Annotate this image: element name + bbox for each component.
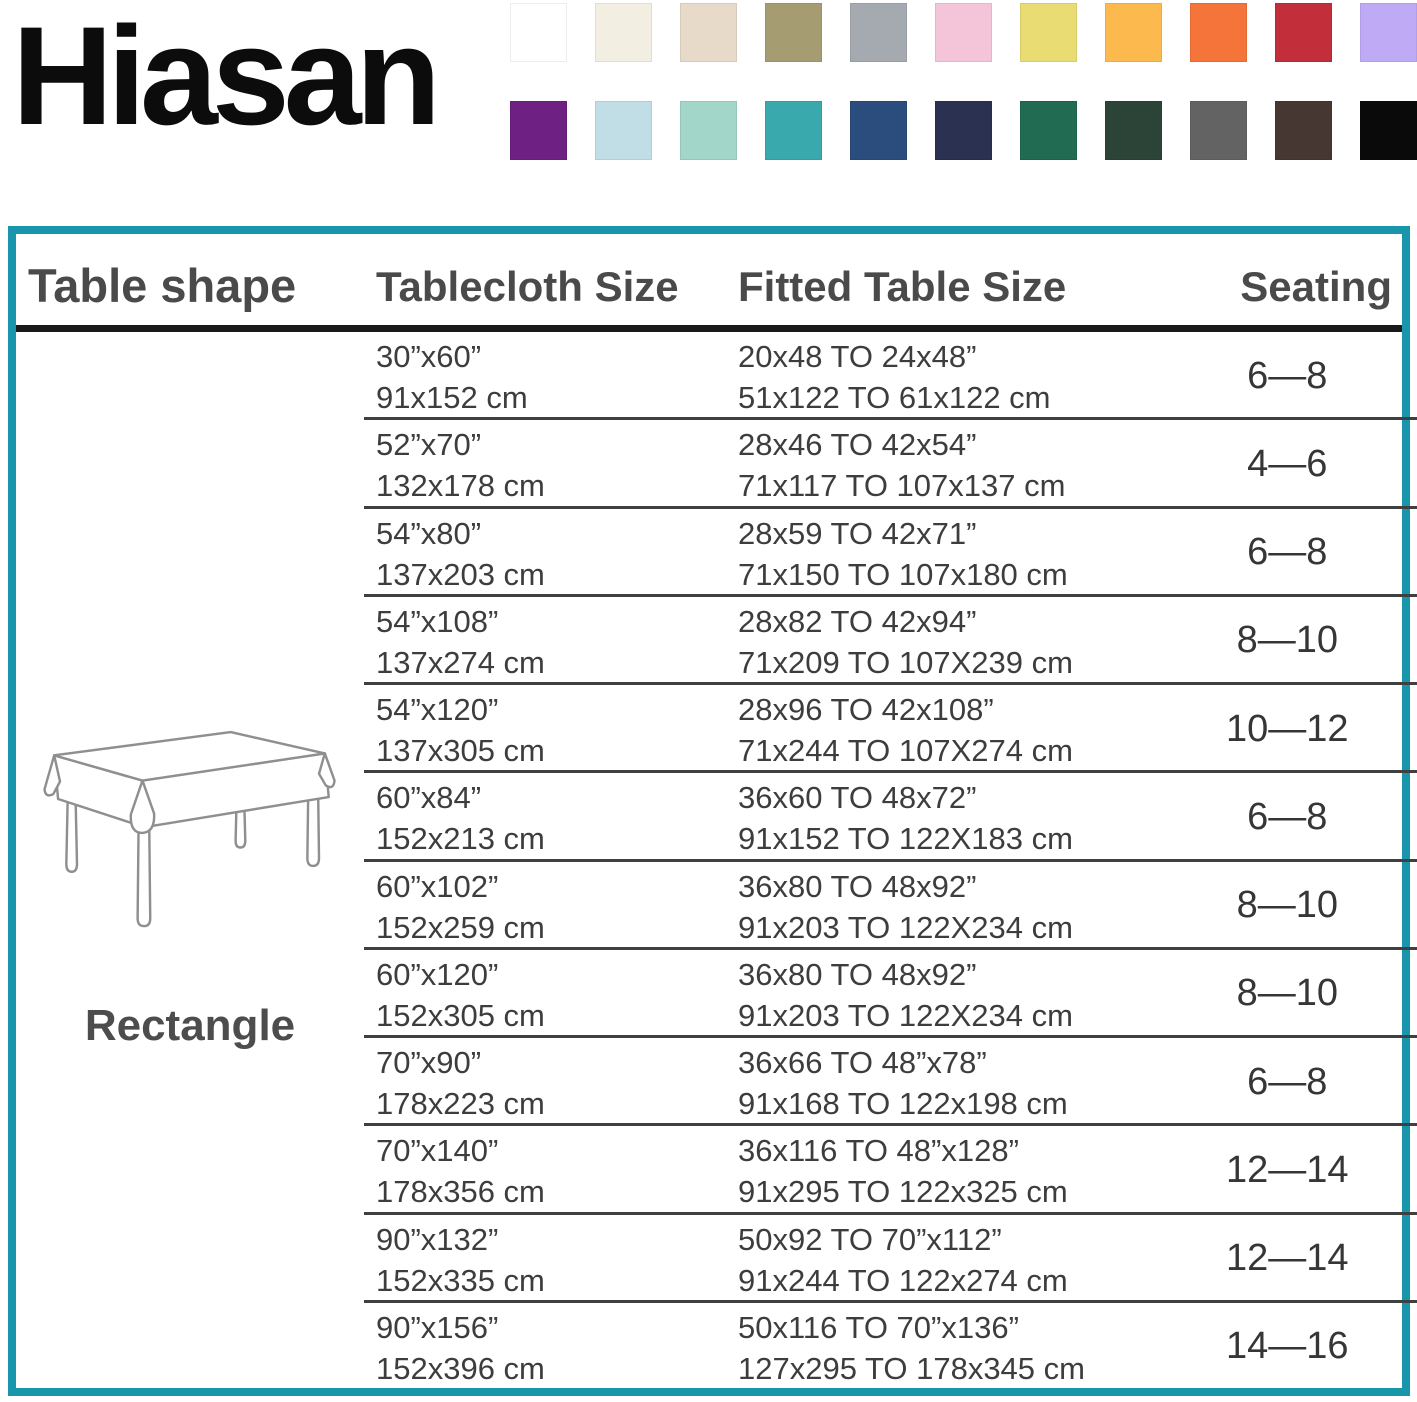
- swatch-orange: [1190, 3, 1247, 62]
- fitted-size-inches: 50x116 TO 70”x136”: [738, 1309, 1019, 1345]
- tablecloth-size-cell: [364, 512, 726, 594]
- seating-value: 8—10: [1236, 972, 1338, 1015]
- header-fitted-table-size: Fitted Table Size: [738, 263, 1067, 310]
- fitted-table-size-cell: [726, 1041, 1226, 1123]
- seating-value: 8—10: [1236, 884, 1338, 927]
- tablecloth-size-inches: 30”x60”: [376, 339, 482, 374]
- fitted-table-size-cell: [726, 600, 1226, 682]
- fitted-size-inches: 36x80 TO 48x92”: [738, 956, 977, 992]
- fitted-size-inches: 28x96 TO 42x108”: [738, 692, 994, 727]
- fitted-size-cm: 71x117 TO 107x137 cm: [738, 468, 1066, 504]
- swatch-silver-gray: [850, 3, 907, 62]
- fitted-size-cm: 71x150 TO 107x180 cm: [738, 556, 1068, 592]
- swatch-row-bottom: [510, 101, 1417, 160]
- fitted-size-cm: 71x244 TO 107X274 cm: [738, 733, 1073, 768]
- size-row: [364, 594, 1417, 682]
- tablecloth-size-cell: [364, 953, 726, 1035]
- rectangle-table-illustration: [25, 670, 355, 961]
- tablecloth-size-cell: [364, 865, 726, 947]
- tablecloth-size-cm: 137x274 cm: [376, 644, 545, 680]
- header-table-shape: Table shape: [28, 259, 297, 312]
- tablecloth-size-inches: 54”x108”: [376, 603, 499, 639]
- seating-value: 6—8: [1247, 795, 1328, 838]
- swatch-pink: [935, 3, 992, 62]
- fitted-size-cm: 91x168 TO 122x198 cm: [738, 1086, 1068, 1121]
- fitted-size-inches: 36x66 TO 48”x78”: [738, 1045, 987, 1080]
- header-seating: Seating: [1240, 263, 1392, 310]
- color-swatch-grid: [510, 3, 1417, 160]
- swatch-forest-green: [1020, 101, 1077, 160]
- shape-label: Rectangle: [84, 1000, 296, 1050]
- swatch-navy-blue: [850, 101, 907, 160]
- seating-value: 6—8: [1247, 1060, 1328, 1103]
- fitted-table-size-cell: [726, 953, 1226, 1035]
- seating-value: 12—14: [1226, 1237, 1349, 1280]
- swatch-dark-brown: [1275, 101, 1332, 160]
- size-row: [364, 332, 1417, 417]
- table-shape-column: [16, 332, 364, 1388]
- swatch-yellow: [1020, 3, 1077, 62]
- tablecloth-size-cell: [364, 600, 726, 682]
- size-row: [364, 770, 1417, 858]
- swatch-dark-gray: [1190, 101, 1247, 160]
- seating-value: 12—14: [1226, 1148, 1349, 1191]
- tablecloth-size-cm: 152x213 cm: [376, 821, 545, 857]
- fitted-size-cm: 51x122 TO 61x122 cm: [738, 380, 1051, 415]
- swatch-light-blue: [595, 101, 652, 160]
- fitted-table-size-cell: [726, 423, 1226, 505]
- fitted-size-inches: 36x116 TO 48”x128”: [738, 1133, 1019, 1169]
- tablecloth-size-cm: 178x223 cm: [376, 1086, 545, 1121]
- fitted-table-size-cell: [726, 512, 1226, 594]
- tablecloth-size-inches: 70”x140”: [376, 1133, 499, 1169]
- fitted-size-cm: 71x209 TO 107X239 cm: [738, 644, 1073, 680]
- swatch-khaki: [765, 3, 822, 62]
- tablecloth-size-inches: 90”x156”: [376, 1309, 499, 1345]
- tablecloth-size-cm: 132x178 cm: [376, 468, 545, 504]
- swatch-white: [510, 3, 567, 62]
- fitted-size-inches: 20x48 TO 24x48”: [738, 339, 977, 374]
- fitted-size-cm: 91x203 TO 122X234 cm: [738, 909, 1073, 945]
- swatch-red: [1275, 3, 1332, 62]
- swatch-marigold: [1105, 3, 1162, 62]
- tablecloth-size-cm: 152x396 cm: [376, 1350, 545, 1386]
- tablecloth-size-cell: [364, 335, 726, 417]
- swatch-dark-navy: [935, 101, 992, 160]
- swatch-beige: [680, 3, 737, 62]
- seating-value: 6—8: [1247, 531, 1328, 574]
- fitted-table-size-cell: [726, 688, 1226, 770]
- size-row: [364, 506, 1417, 594]
- tablecloth-size-cell: [364, 1041, 726, 1123]
- size-row: [364, 947, 1417, 1035]
- tablecloth-size-cell: [364, 1129, 726, 1211]
- tablecloth-size-inches: 60”x102”: [376, 868, 499, 904]
- tablecloth-size-cm: 137x305 cm: [376, 733, 545, 768]
- fitted-table-size-cell: [726, 1218, 1226, 1300]
- fitted-table-size-cell: [726, 776, 1226, 858]
- swatch-black: [1360, 101, 1417, 160]
- size-row: [364, 859, 1417, 947]
- tablecloth-size-cm: 178x356 cm: [376, 1174, 545, 1210]
- tablecloth-size-cm: 91x152 cm: [376, 380, 528, 415]
- tablecloth-size-inches: 60”x84”: [376, 780, 482, 816]
- fitted-table-size-cell: [726, 1129, 1226, 1211]
- seating-value: 8—10: [1236, 619, 1338, 662]
- size-row: [364, 1035, 1417, 1123]
- tablecloth-size-cm: 137x203 cm: [376, 556, 545, 592]
- fitted-size-inches: 36x60 TO 48x72”: [738, 780, 977, 816]
- fitted-size-cm: 91x152 TO 122X183 cm: [738, 821, 1073, 857]
- brand-logo: Hiasan: [12, 0, 436, 154]
- fitted-size-cm: 91x244 TO 122x274 cm: [738, 1262, 1068, 1298]
- swatch-row-top: [510, 3, 1417, 62]
- swatch-lavender: [1360, 3, 1417, 62]
- tablecloth-size-inches: 90”x132”: [376, 1221, 499, 1257]
- swatch-aqua: [680, 101, 737, 160]
- size-row: [364, 682, 1417, 770]
- tablecloth-size-inches: 54”x80”: [376, 515, 482, 551]
- fitted-table-size-cell: [726, 1306, 1226, 1388]
- size-rows: [364, 332, 1417, 1388]
- fitted-size-inches: 28x46 TO 42x54”: [738, 427, 977, 463]
- fitted-size-inches: 28x59 TO 42x71”: [738, 515, 977, 551]
- fitted-size-inches: 50x92 TO 70”x112”: [738, 1221, 1002, 1257]
- swatch-ivory: [595, 3, 652, 62]
- fitted-table-size-cell: [726, 335, 1226, 417]
- tablecloth-size-inches: 54”x120”: [376, 692, 499, 727]
- fitted-size-inches: 28x82 TO 42x94”: [738, 603, 977, 639]
- seating-value: 10—12: [1226, 707, 1349, 750]
- size-row: [364, 1123, 1417, 1211]
- tablecloth-size-inches: 60”x120”: [376, 956, 499, 992]
- tablecloth-size-cm: 152x259 cm: [376, 909, 545, 945]
- tablecloth-size-cell: [364, 688, 726, 770]
- fitted-size-cm: 91x295 TO 122x325 cm: [738, 1174, 1068, 1210]
- size-chart-body: [16, 332, 1402, 1388]
- size-row: [364, 417, 1417, 505]
- fitted-size-inches: 36x80 TO 48x92”: [738, 868, 977, 904]
- tablecloth-size-inches: 70”x90”: [376, 1045, 482, 1080]
- swatch-dark-green: [1105, 101, 1162, 160]
- fitted-size-cm: 127x295 TO 178x345 cm: [738, 1350, 1085, 1386]
- size-row: [364, 1300, 1417, 1388]
- fitted-size-cm: 91x203 TO 122X234 cm: [738, 997, 1073, 1033]
- tablecloth-size-cell: [364, 1218, 726, 1300]
- tablecloth-size-cell: [364, 1306, 726, 1388]
- tablecloth-size-cm: 152x335 cm: [376, 1262, 545, 1298]
- seating-value: 6—8: [1247, 354, 1328, 397]
- size-row: [364, 1212, 1417, 1300]
- tablecloth-size-cell: [364, 423, 726, 505]
- seating-value: 14—16: [1226, 1325, 1349, 1368]
- swatch-teal: [765, 101, 822, 160]
- tablecloth-size-cm: 152x305 cm: [376, 997, 545, 1033]
- seating-value: 4—6: [1247, 442, 1328, 485]
- fitted-table-size-cell: [726, 865, 1226, 947]
- tablecloth-size-cell: [364, 776, 726, 858]
- size-chart: [8, 226, 1410, 1396]
- header-tablecloth-size: Tablecloth Size: [376, 263, 679, 310]
- swatch-purple: [510, 101, 567, 160]
- tablecloth-size-inches: 52”x70”: [376, 427, 482, 463]
- size-chart-header-row: [16, 234, 1402, 325]
- header-divider: [16, 325, 1402, 332]
